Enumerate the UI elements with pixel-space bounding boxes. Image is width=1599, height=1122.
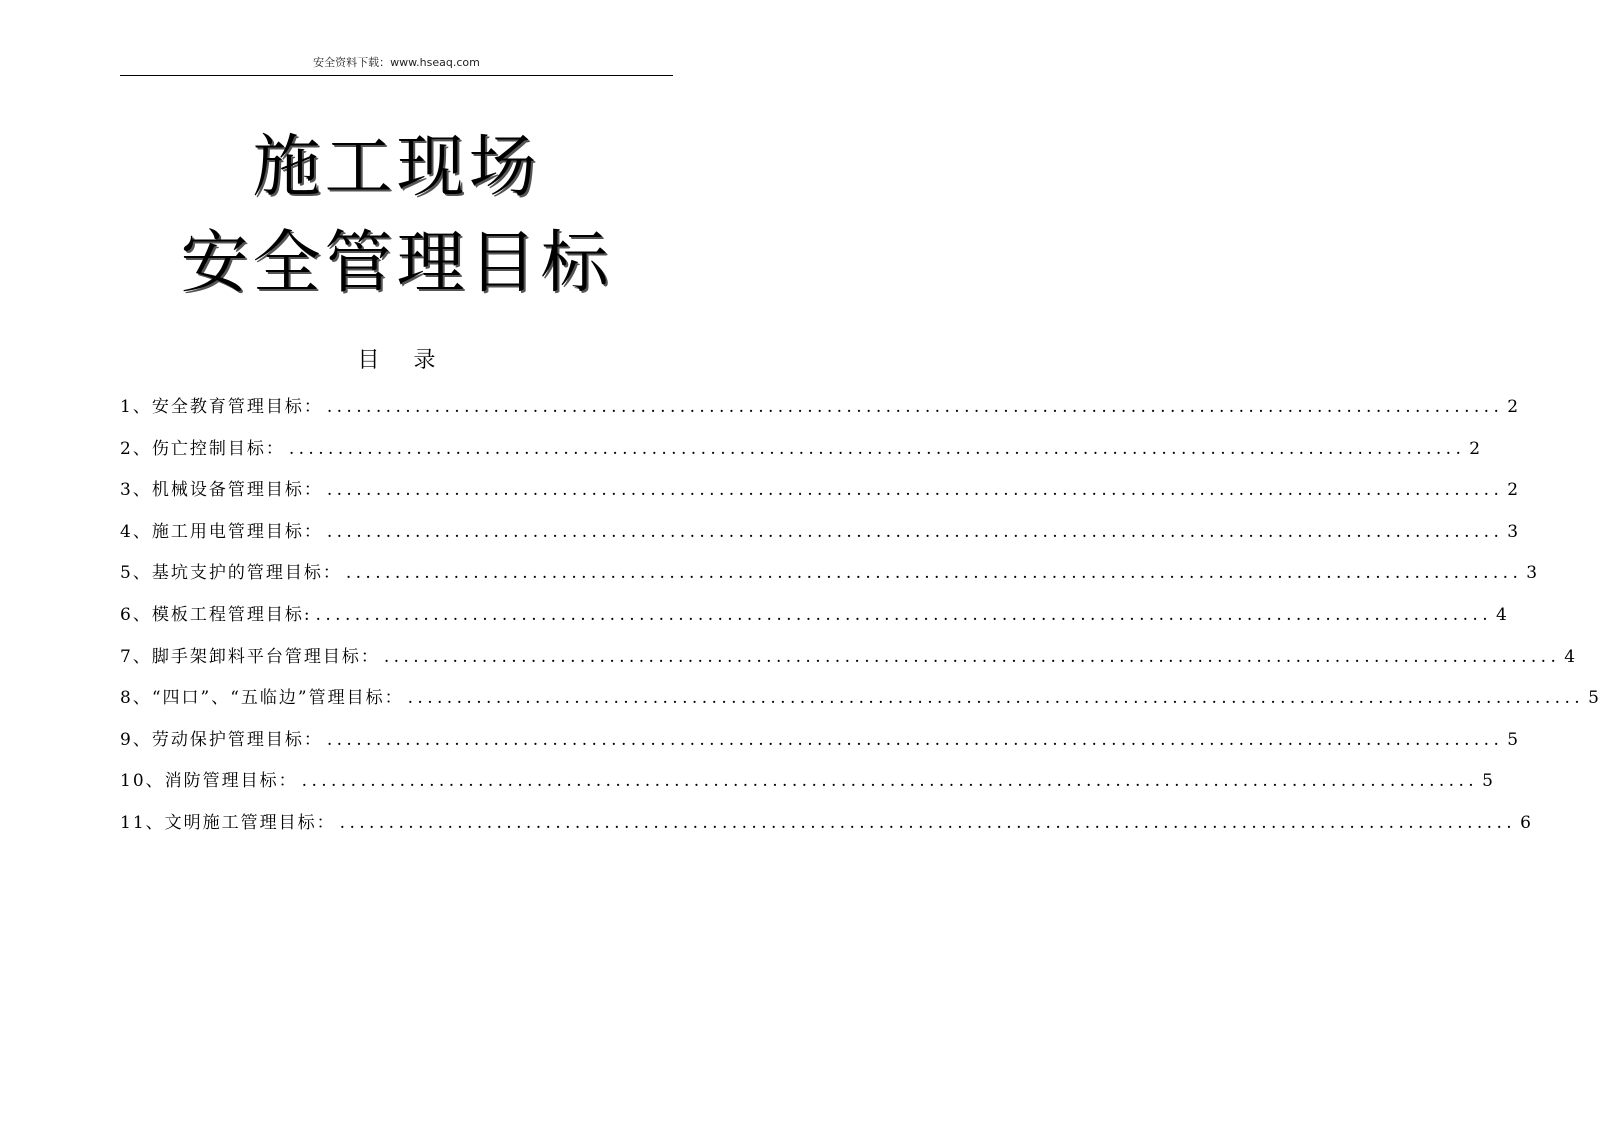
toc-entry-label: 2、伤亡控制目标： bbox=[120, 438, 285, 459]
toc-entry[interactable] bbox=[120, 475, 1519, 517]
toc-dot-leader: ........................................................................................................................ bbox=[288, 438, 1466, 459]
toc-heading: 目录 bbox=[357, 348, 470, 373]
toc-dot-leader: ........................................................................................................................ bbox=[326, 729, 1504, 750]
toc-page-number: 5 bbox=[1588, 688, 1599, 709]
toc-entry[interactable] bbox=[120, 766, 1493, 808]
toc-dot-leader: ........................................................................................................................ bbox=[326, 480, 1504, 501]
document-title-line-2: 安全管理目标 bbox=[180, 224, 613, 303]
toc-entry-label: 7、脚手架卸料平台管理目标： bbox=[120, 646, 380, 667]
toc-entry-label: 6、模板工程管理目标: bbox=[120, 604, 312, 625]
toc-page-number: 5 bbox=[1482, 771, 1493, 792]
toc-entry[interactable] bbox=[120, 642, 1576, 684]
toc-entry-label: 8、“四口”、“五临边”管理目标： bbox=[120, 688, 404, 709]
toc-page-number: 6 bbox=[1520, 812, 1531, 833]
toc-page-number: 2 bbox=[1469, 438, 1481, 459]
toc-dot-leader: ........................................................................................................................ bbox=[383, 646, 1561, 667]
toc-entry-label: 5、基坑支护的管理目标： bbox=[120, 563, 342, 584]
toc-page-number: 4 bbox=[1496, 604, 1507, 625]
toc-entry[interactable] bbox=[120, 517, 1519, 559]
toc-entry-label: 11、文明施工管理目标： bbox=[120, 812, 336, 833]
toc-entry[interactable] bbox=[120, 808, 1531, 850]
toc-page-number: 5 bbox=[1507, 729, 1519, 750]
toc-page-number: 4 bbox=[1564, 646, 1576, 667]
toc-page-number: 3 bbox=[1526, 563, 1538, 584]
toc-entry[interactable] bbox=[120, 725, 1519, 767]
toc-dot-leader: ........................................................................................................................ bbox=[345, 563, 1523, 584]
toc-page-number: 3 bbox=[1507, 521, 1519, 542]
toc-dot-leader: ........................................................................................................................ bbox=[339, 812, 1517, 833]
toc-dot-leader: ........................................................................................................................ bbox=[326, 521, 1504, 542]
toc-entry-label: 9、劳动保护管理目标： bbox=[120, 729, 323, 750]
page-header: 安全资料下载：www.hseaq.com bbox=[313, 56, 480, 69]
header-rule bbox=[120, 75, 673, 76]
table-of-contents bbox=[120, 392, 1599, 850]
toc-dot-leader: ........................................................................................................................ bbox=[407, 688, 1585, 709]
toc-entry[interactable] bbox=[120, 434, 1481, 476]
toc-dot-leader: ........................................................................................................................ bbox=[301, 771, 1479, 792]
toc-entry-label: 3、机械设备管理目标： bbox=[120, 480, 323, 501]
toc-dot-leader: ........................................................................................................................ bbox=[315, 604, 1493, 625]
document-title-line-1: 施工现场 bbox=[252, 128, 541, 207]
toc-entry[interactable] bbox=[120, 392, 1519, 434]
toc-entry-label: 10、消防管理目标： bbox=[120, 771, 298, 792]
toc-entry[interactable] bbox=[120, 683, 1599, 725]
toc-dot-leader: ........................................................................................................................ bbox=[326, 397, 1504, 417]
toc-entry-label: 1、安全教育管理目标： bbox=[120, 397, 323, 417]
toc-entry-label: 4、施工用电管理目标： bbox=[120, 521, 323, 542]
toc-entry[interactable] bbox=[120, 600, 1507, 642]
toc-page-number: 2 bbox=[1507, 480, 1519, 501]
toc-entry[interactable] bbox=[120, 558, 1538, 600]
toc-page-number: 2 bbox=[1507, 397, 1519, 417]
